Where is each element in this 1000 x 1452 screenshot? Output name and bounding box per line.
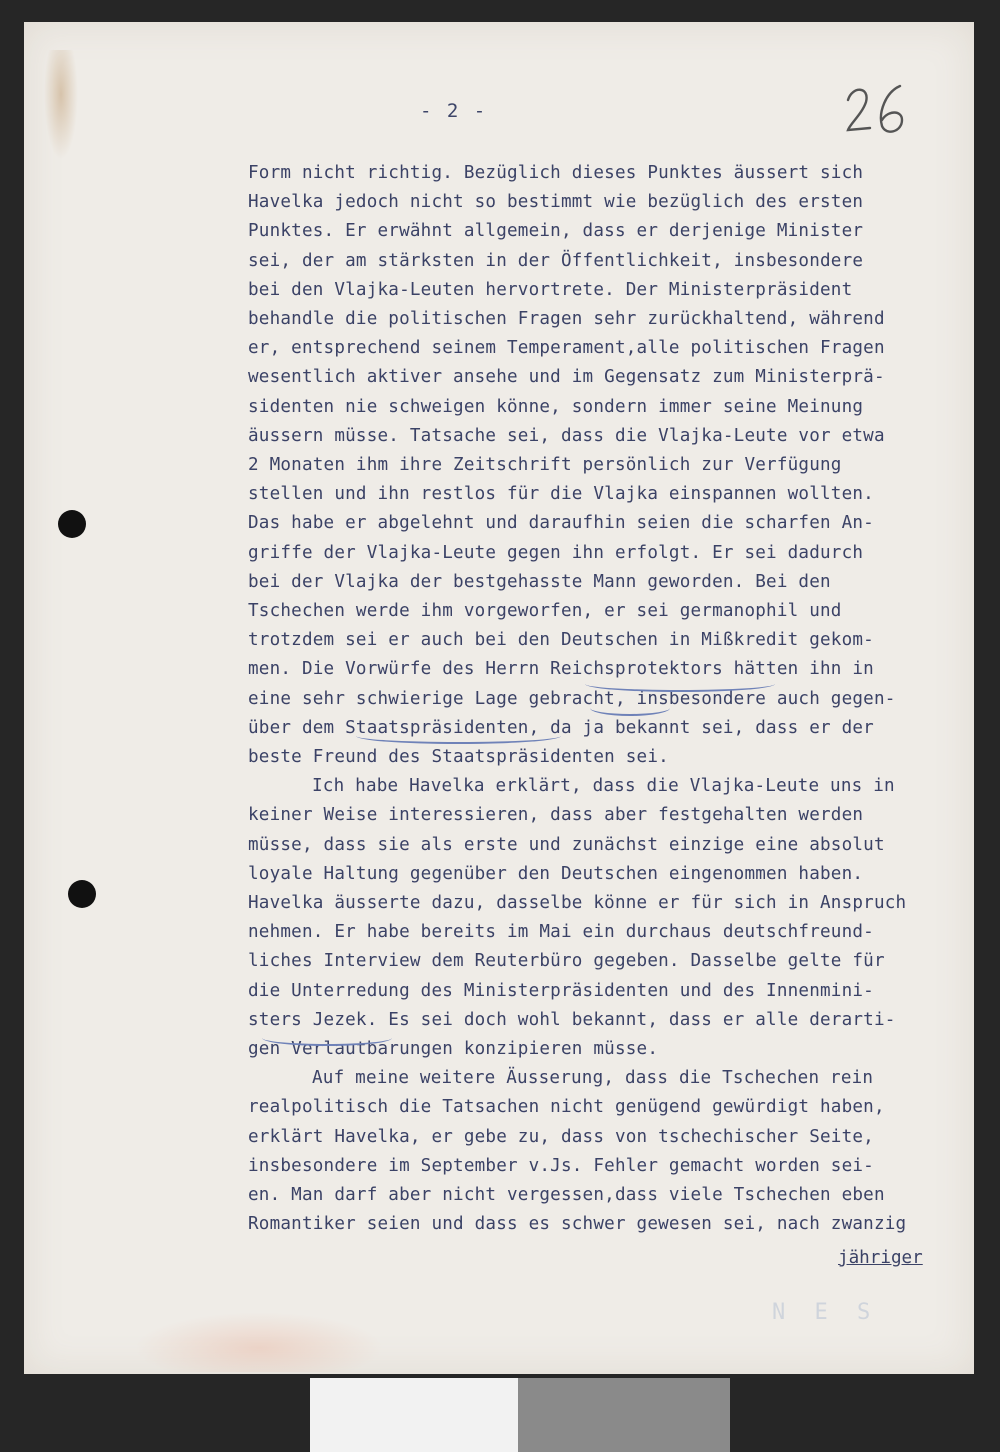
text-line: Ich habe Havelka erklärt, dass die Vlajka-Leute uns in xyxy=(312,776,895,797)
text-line: beste Freund des Staatspräsidenten sei. xyxy=(248,747,669,767)
text-line: sidenten nie schweigen könne, sondern immer seine Meinung xyxy=(248,396,864,417)
text-line: Punktes. Er erwähnt allgemein, dass er derjenige Minister xyxy=(248,221,864,242)
text-line: äussern müsse. Tatsache sei, dass die Vlajka-Leute vor etwa xyxy=(248,425,885,446)
text-line: Das habe er abgelehnt und daraufhin seien die scharfen An- xyxy=(248,513,874,534)
text-line: erklärt Havelka, er gebe zu, dass von tschechischer Seite, xyxy=(248,1126,874,1147)
continuation-word: jähriger xyxy=(838,1248,923,1268)
text-line: liches Interview dem Reuterbüro gegeben. Dasselbe gelte für xyxy=(248,951,885,972)
paper-stain xyxy=(134,1312,384,1372)
text-line: realpolitisch die Tatsachen nicht genügend gewürdigt haben, xyxy=(248,1097,885,1118)
text-line: sters Jezek. Es sei doch wohl bekannt, dass er alle derarti- xyxy=(248,1009,896,1030)
text-line: Auf meine weitere Äusserung, dass die Tschechen rein xyxy=(312,1068,874,1089)
punch-hole-top xyxy=(58,510,86,538)
text-line: trotzdem sei er auch bei den Deutschen in Mißkredit gekom- xyxy=(248,630,874,651)
text-line: sei, der am stärksten in der Öffentlichkeit, insbesondere xyxy=(248,250,864,271)
text-line: 2 Monaten ihm ihre Zeitschrift persönlich zur Verfügung xyxy=(248,455,842,475)
text-line: nehmen. Er habe bereits im Mai ein durchaus deutschfreund- xyxy=(248,922,874,943)
text-line: keiner Weise interessieren, dass aber festgehalten werden xyxy=(248,805,864,826)
pencil-underline-gebracht xyxy=(590,700,670,716)
color-card-gray-patch xyxy=(518,1378,730,1452)
text-line: bei den Vlajka-Leuten hervortrete. Der Ministerpräsident xyxy=(248,279,853,300)
pencil-underline-staatspraesidenten xyxy=(356,728,561,744)
text-line: eine sehr schwierige Lage gebracht, insbesondere auch gegen- xyxy=(248,688,896,709)
page-number: - 2 - xyxy=(420,100,488,122)
text-line: behandle die politischen Fragen sehr zurückhaltend, während xyxy=(248,309,885,329)
text-line: insbesondere im September v.Js. Fehler gemacht worden sei- xyxy=(248,1155,874,1176)
rust-stain xyxy=(44,50,78,160)
faint-stamp: N E S xyxy=(772,1300,879,1325)
text-line: stellen und ihn restlos für die Vlajka einspannen wollten. xyxy=(248,484,874,505)
text-line: griffe der Vlajka-Leute gegen ihn erfolgt. Er sei dadurch xyxy=(248,542,864,563)
text-line: bei der Vlajka der bestgehasste Mann geworden. Bei den xyxy=(248,571,831,592)
text-line: Form nicht richtig. Bezüglich dieses Punktes äussert sich xyxy=(248,163,864,183)
text-line: Romantiker seien und dass es schwer gewesen sei, nach zwanzig xyxy=(248,1214,907,1235)
text-line: loyale Haltung gegenüber den Deutschen eingenommen haben. xyxy=(248,863,864,884)
scan-color-card xyxy=(310,1378,730,1452)
color-card-white-patch xyxy=(310,1378,518,1452)
text-line: über dem Staatspräsidenten, da ja bekannt sei, dass er der xyxy=(248,717,874,738)
pencil-underline-jezek xyxy=(262,1030,392,1046)
text-line: Tschechen werde ihm vorgeworfen, er sei germanophil und xyxy=(248,601,842,621)
text-line: wesentlich aktiver ansehe und im Gegensatz zum Ministerprä- xyxy=(248,367,885,388)
text-line: müsse, dass sie als erste und zunächst einzige eine absolut xyxy=(248,834,885,855)
text-line: men. Die Vorwürfe des Herrn Reichsprotektors hätten ihn in xyxy=(248,659,874,680)
handwritten-number-drawing xyxy=(842,78,912,138)
punch-hole-bottom xyxy=(68,880,96,908)
pencil-underline-reichsprotektors xyxy=(585,676,775,692)
text-line: er, entsprechend seinem Temperament,alle politischen Fragen xyxy=(248,338,885,359)
text-line: Havelka jedoch nicht so bestimmt wie bezüglich des ersten xyxy=(248,192,864,213)
handwritten-page-number xyxy=(842,78,912,138)
text-line: gen Verlautbarungen konzipieren müsse. xyxy=(248,1039,659,1059)
text-line: Havelka äusserte dazu, dasselbe könne er für sich in Anspruch xyxy=(248,893,907,913)
text-line: en. Man darf aber nicht vergessen,dass viele Tschechen eben xyxy=(248,1185,885,1205)
text-line: die Unterredung des Ministerpräsidenten und des Innenmini- xyxy=(248,980,874,1001)
